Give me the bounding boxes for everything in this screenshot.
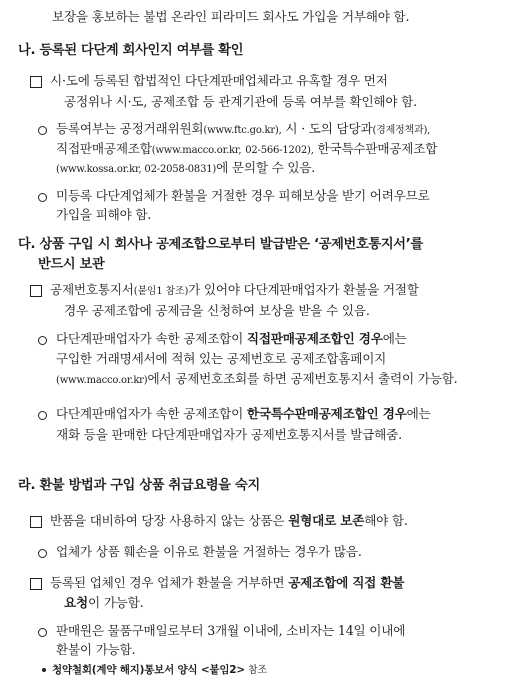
ra-item3-line2 <box>64 594 143 612</box>
section-da-heading-line2: 반드시 보관 <box>38 257 105 272</box>
da-item1-line1 <box>50 281 419 301</box>
section-na-heading: 나. 등록된 다단계 회사인지 여부를 확인 <box>18 43 244 58</box>
circle-bullet-icon <box>38 549 47 558</box>
ra-note-text: 참조 <box>245 665 267 676</box>
da-item3-line1 <box>56 405 431 423</box>
kossa-contact: (www.kossa.or.kr, 02-2058-0831) <box>56 164 217 175</box>
ra-item4-line1: 판매원은 물품구매일로부터 3개월 이내에, 소비자는 14일 이내에 <box>56 623 406 638</box>
da-item2-line2: 구입한 거래명세서에 적혀 있는 공제번호로 공제조합홈페이지 <box>56 351 387 366</box>
na-item2-text: 직접판매공제조합 <box>56 141 152 156</box>
square-bullet-icon <box>30 285 42 297</box>
na-item1-line1: 시·도에 등록된 합법적인 다단계판매업체라고 유혹할 경우 먼저 <box>50 73 388 88</box>
section-ra-heading: 라. 환불 방법과 구입 상품 취급요령을 숙지 <box>18 478 260 493</box>
macco-url: (www.macco.or.kr) <box>56 375 148 386</box>
ra-item3-emphasis: 공제조합에 직접 환불 <box>288 575 405 590</box>
da-item2-line3 <box>56 370 457 390</box>
circle-bullet-icon <box>38 126 47 135</box>
square-bullet-icon <box>30 578 42 590</box>
da-item3-text: 에는 <box>406 406 431 421</box>
da-item3-line2: 재화 등을 판매한 다단계판매업자가 공제번호통지서를 발급해줌. <box>56 427 402 442</box>
square-bullet-icon <box>30 76 42 88</box>
da-item1-text: 공제번호통지서 <box>50 282 134 297</box>
na-item2-line1 <box>56 120 430 140</box>
ra-item3-emphasis: 요청 <box>64 595 88 610</box>
ra-item3-text: 이 가능함. <box>87 595 144 610</box>
da-item3-text: 다단계판매업자가 속한 공제조합이 <box>56 406 247 421</box>
na-item2-text: 에 문의할 수 있음. <box>216 160 316 175</box>
section-da-heading-line1: 다. 상품 구입 시 회사나 공제조합으로부터 발급받은 ‘공제번호통지서’를 <box>18 237 423 252</box>
circle-bullet-icon <box>38 193 47 202</box>
intro-text: 보장을 홍보하는 불법 온라인 피라미드 회사도 가입을 거부해야 함. <box>52 9 410 24</box>
ra-item3-text: 등록된 업체인 경우 업체가 환불을 거부하면 <box>50 575 289 590</box>
dept-note: (경제정책과), <box>372 125 431 136</box>
na-item3-line1: 미등록 다단계업체가 환불을 거절한 경우 피해보상을 받기 어려우므로 <box>56 188 430 203</box>
da-item2-text: 에는 <box>382 331 407 346</box>
circle-bullet-icon <box>38 411 47 420</box>
square-bullet-icon <box>30 516 42 528</box>
macco-url: (www.macco.or.kr, <box>151 145 242 156</box>
ra-note <box>52 660 267 680</box>
circle-bullet-icon <box>38 628 47 637</box>
na-item2-text: 등록여부는 공정거래위원회 <box>56 121 204 136</box>
da-item2-text: 에서 공제번호조회를 하면 공제번호통지서 출력이 가능함. <box>147 371 458 386</box>
da-item2-emphasis: 직접판매공제조합인 경우 <box>246 331 383 346</box>
ra-item2-line1: 업체가 상품 훼손을 이유로 환불을 거절하는 경우가 많음. <box>56 544 362 559</box>
na-item2-line2 <box>56 140 437 160</box>
circle-bullet-icon <box>38 336 47 345</box>
da-item3-emphasis: 한국특수판매공제조합인 경우 <box>246 406 407 421</box>
na-item2-text: 한국특수판매공제조합 <box>317 141 438 156</box>
da-item2-text: 다단계판매업자가 속한 공제조합이 <box>56 331 247 346</box>
na-item3-line2: 가입을 피해야 함. <box>56 207 152 222</box>
da-item1-text: 가 있어야 다단계판매업자가 환불을 거절할 <box>188 282 419 297</box>
ra-item3-line1 <box>50 574 404 592</box>
na-item1-line2: 공정위나 시·도, 공제조합 등 관계기관에 등록 여부를 확인해야 함. <box>64 94 417 109</box>
na-item2-line3 <box>56 159 315 179</box>
attachment-ref: (붙임1 참조) <box>133 286 189 297</box>
dot-bullet-icon <box>42 668 46 672</box>
ra-item1-text: 반품을 대비하여 당장 사용하지 않는 상품은 <box>50 513 289 528</box>
ftc-url: (www.ftc.go.kr), <box>203 125 282 136</box>
da-item1-line2: 경우 공제조합에 공제금을 신청하여 보상을 받을 수 있음. <box>64 303 370 318</box>
da-item2-line1 <box>56 330 407 348</box>
ra-item4-line2: 환불이 가능함. <box>56 642 136 657</box>
ra-item1-line1 <box>50 512 408 530</box>
ra-note-emphasis: 청약철회(계약 해지)통보서 양식 <붙임2> <box>52 664 246 676</box>
na-item2-text: 시 · 도의 담당과 <box>285 121 373 136</box>
macco-phone: 02-566-1202), <box>245 145 314 156</box>
ra-item1-emphasis: 원형대로 보존 <box>288 513 365 528</box>
ra-item1-text: 해야 함. <box>364 513 408 528</box>
